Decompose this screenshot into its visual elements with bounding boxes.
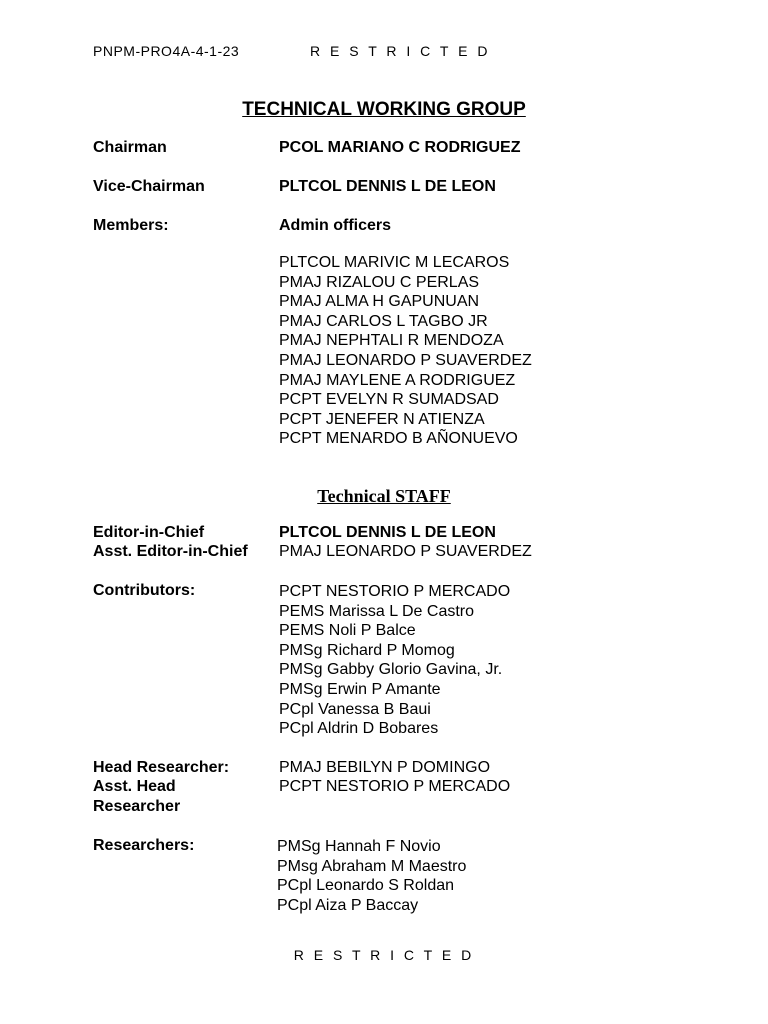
list-item: PEMS Marissa L De Castro — [279, 602, 475, 620]
list-item: PCPT MENARDO B AÑONUEVO — [279, 430, 518, 448]
classification-footer: R E S T R I C T E D — [293, 947, 475, 963]
asst-editor-label: Asst. Editor-in-Chief — [93, 543, 248, 560]
list-item: PMAJ NEPHTALI R MENDOZA — [279, 332, 504, 350]
members-list — [279, 253, 532, 449]
list-item: PMAJ RIZALOU C PERLAS — [279, 273, 480, 291]
list-item: PCPT NESTORIO P MERCADO — [279, 583, 511, 600]
list-item: PMSg Hannah F Novio — [277, 838, 441, 855]
list-item: PCPT EVELYN R SUMADSAD — [279, 391, 499, 409]
list-item: PMAJ LEONARDO P SUAVERDEZ — [279, 351, 532, 369]
list-item: PCpl Leonardo S Roldan — [277, 877, 455, 895]
list-item: PLTCOL MARIVIC M LECAROS — [279, 254, 510, 271]
document-code: PNPM-PRO4A-4-1-23 — [93, 43, 240, 59]
asst-head-researcher-name: PCPT NESTORIO P MERCADO — [279, 778, 511, 795]
head-researcher-label: Head Researcher: — [93, 759, 230, 776]
list-item: PCPT JENEFER N ATIENZA — [279, 410, 485, 428]
editor-in-chief-name: PLTCOL DENNIS L DE LEON — [279, 524, 496, 541]
list-item: PCpl Vanessa B Baui — [279, 700, 431, 718]
members-heading: Admin officers — [279, 217, 392, 234]
list-item: PCpl Aldrin D Bobares — [279, 720, 439, 738]
list-item: PMSg Erwin P Amante — [279, 680, 441, 698]
vice-chairman-label: Vice-Chairman — [93, 178, 205, 195]
editor-in-chief-label: Editor-in-Chief — [93, 524, 205, 541]
chairman-label: Chairman — [93, 139, 167, 156]
list-item: PEMS Noli P Balce — [279, 622, 416, 640]
list-item: PMSg Richard P Momog — [279, 641, 455, 659]
page-title: TECHNICAL WORKING GROUP — [242, 99, 526, 120]
list-item: PMAJ ALMA H GAPUNUAN — [279, 293, 480, 311]
asst-head-label-line2: Researcher — [93, 798, 181, 815]
chairman-name: PCOL MARIANO C RODRIGUEZ — [279, 139, 521, 156]
asst-head-label-line1: Asst. Head — [93, 778, 176, 795]
asst-editor-name: PMAJ LEONARDO P SUAVERDEZ — [279, 543, 532, 560]
list-item: PMAJ MAYLENE A RODRIGUEZ — [279, 371, 516, 389]
head-researcher-name: PMAJ BEBILYN P DOMINGO — [279, 759, 491, 776]
list-item: PMAJ CARLOS L TAGBO JR — [279, 312, 488, 330]
staff-section-title: Technical STAFF — [317, 486, 451, 506]
researchers-label: Researchers: — [93, 837, 195, 854]
list-item: PMsg Abraham M Maestro — [277, 857, 467, 875]
vice-chairman-name: PLTCOL DENNIS L DE LEON — [279, 178, 496, 195]
list-item: PCpl Aiza P Baccay — [277, 896, 419, 914]
contributors-list — [279, 582, 510, 739]
contributors-label: Contributors: — [93, 582, 196, 599]
members-label: Members: — [93, 217, 169, 234]
researchers-list — [277, 837, 466, 915]
list-item: PMSg Gabby Glorio Gavina, Jr. — [279, 661, 503, 679]
classification-header: R E S T R I C T E D — [310, 43, 491, 59]
